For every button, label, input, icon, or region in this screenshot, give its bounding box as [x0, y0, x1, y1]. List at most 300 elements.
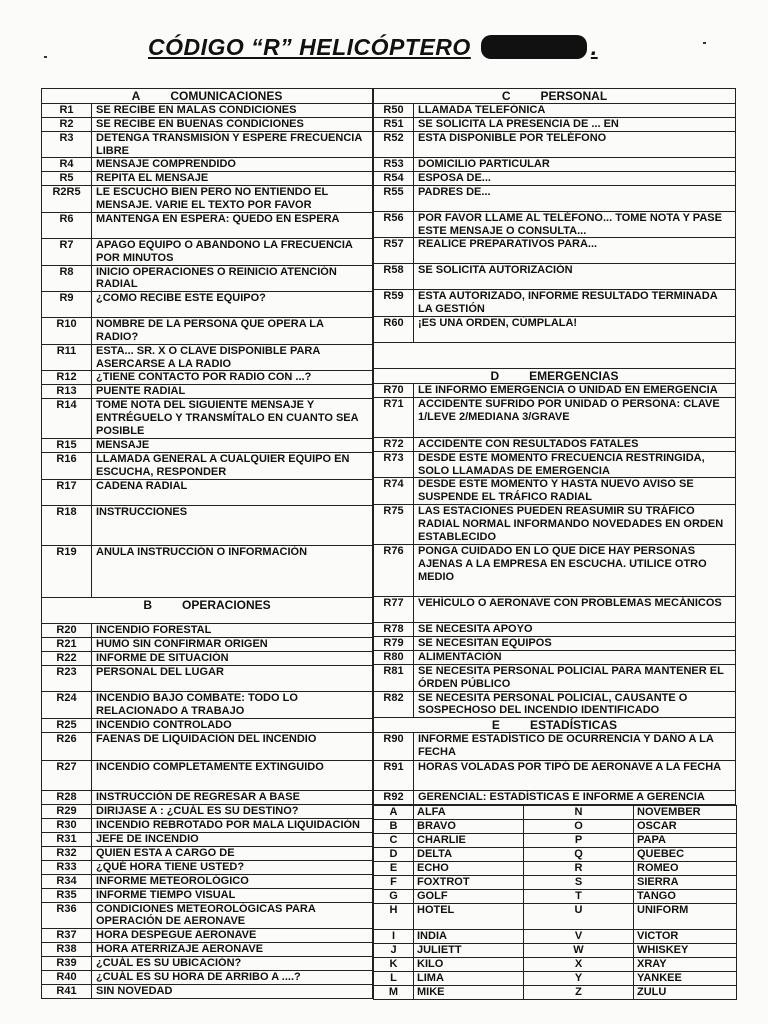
code-row-r2 [42, 117, 373, 131]
code-cell: R4 [42, 158, 92, 172]
meaning-cell: SE NECESITA APOYO [414, 622, 736, 636]
section-header-d [374, 368, 736, 383]
code-row-r4 [42, 158, 373, 172]
alphabet-word: YANKEE [634, 971, 737, 985]
code-row-r16 [42, 453, 373, 480]
alphabet-letter: J [374, 943, 414, 957]
alphabet-letter: C [374, 833, 414, 847]
alphabet-letter: B [374, 819, 414, 833]
section-letter: B [143, 597, 152, 612]
meaning-cell: PERSONAL DEL LUGAR [92, 665, 373, 691]
code-cell: R13 [42, 385, 92, 399]
meaning-cell: ¿TIENE CONTACTO POR RADIO CON ...? [92, 371, 373, 385]
code-cell: R40 [42, 971, 92, 985]
meaning-cell: DOMICILIO PARTICULAR [414, 157, 736, 171]
code-cell: R28 [42, 790, 92, 804]
meaning-cell: INCENDIO BAJO COMBATE: TODO LO RELACIONADO A TRABAJO [92, 691, 373, 718]
meaning-cell: INCENDIO COMPLETAMENTE EXTINGUIDO [92, 760, 373, 790]
code-row-r30 [42, 818, 373, 832]
code-row-r81 [374, 664, 736, 691]
meaning-cell: PUENTE RADIAL [92, 385, 373, 399]
code-row-r10 [42, 318, 373, 345]
meaning-cell: INCENDIO FORESTAL [92, 623, 373, 637]
code-cell: R8 [42, 265, 92, 292]
code-row-r1 [42, 103, 373, 117]
meaning-cell: DESDE ESTE MOMENTO FRECUENCIA RESTRINGIDA, SOLO LLAMADAS DE EMERGENCIA [414, 451, 736, 478]
alphabet-word: FOXTROT [414, 875, 524, 889]
meaning-cell: TOME NOTA DEL SIGUIENTE MENSAJE Y ENTRÉGUELO Y TRANSMÍTALO EN CUANTO SEA POSIBLE [92, 399, 373, 439]
code-row-r14 [42, 399, 373, 439]
code-cell: R52 [374, 131, 414, 157]
section-name: ESTADÍSTICAS [529, 718, 618, 733]
alphabet-row [374, 861, 737, 875]
alphabet-letter: Y [524, 971, 634, 985]
code-row-r32 [42, 846, 373, 860]
code-row-r9 [42, 292, 373, 318]
alphabet-letter: X [524, 957, 634, 971]
code-row-r27 [42, 760, 373, 790]
code-cell: R7 [42, 238, 92, 265]
code-row-r11 [42, 344, 373, 371]
alphabet-word: GOLF [414, 889, 524, 903]
alphabet-word: WHISKEY [634, 943, 737, 957]
alphabet-row [374, 985, 737, 999]
meaning-cell: HORAS VOLADAS POR TIPÓ DE AERONAVE A LA FECHA [414, 760, 736, 790]
code-cell: R74 [374, 478, 414, 505]
meaning-cell: LE INFORMO EMERGENCIA O UNIDAD EN EMERGENCIA [414, 383, 736, 397]
code-row-r19 [42, 545, 373, 597]
alphabet-word: SIERRA [634, 875, 737, 889]
code-cell: R81 [374, 664, 414, 691]
alphabet-letter: Z [524, 985, 634, 999]
code-row-r31 [42, 832, 373, 846]
code-cell: R5 [42, 172, 92, 186]
code-cell: R27 [42, 760, 92, 790]
code-cell: R76 [374, 544, 414, 596]
code-cell: R75 [374, 504, 414, 544]
code-cell: R35 [42, 888, 92, 902]
code-cell: R60 [374, 316, 414, 342]
code-row-r25 [42, 718, 373, 732]
code-row-r90 [374, 732, 736, 760]
code-cell: R34 [42, 874, 92, 888]
code-cell: R58 [374, 264, 414, 290]
code-cell: R26 [42, 732, 92, 760]
alphabet-word: ROMEO [634, 861, 737, 875]
code-row-r28 [42, 790, 373, 804]
section-header-a [42, 89, 373, 104]
code-cell: R92 [374, 790, 414, 804]
code-cell: R41 [42, 985, 92, 999]
section-header-cell [42, 89, 373, 104]
alphabet-letter: I [374, 929, 414, 943]
code-row-r23 [42, 665, 373, 691]
meaning-cell: INSTRUCCIONES [92, 505, 373, 545]
meaning-cell: DETENGA TRANSMISIÓN Y ESPERE FRECUENCIA LIBRE [92, 131, 373, 158]
alphabet-word: LIMA [414, 971, 524, 985]
code-row-r29 [42, 804, 373, 818]
code-row-r91 [374, 760, 736, 790]
meaning-cell: INFORME TIEMPO VISUAL [92, 888, 373, 902]
section-header-b [42, 597, 373, 623]
alphabet-word: KILO [414, 957, 524, 971]
code-cell: R15 [42, 439, 92, 453]
meaning-cell: INSTRUCCIÓN DE REGRESAR A BASE [92, 790, 373, 804]
section-name: OPERACIONES [181, 597, 271, 612]
alphabet-letter: H [374, 903, 414, 929]
alphabet-letter: U [524, 903, 634, 929]
alphabet-letter: F [374, 875, 414, 889]
code-cell: R56 [374, 211, 414, 238]
code-row-r70 [374, 383, 736, 397]
code-cell: R22 [42, 651, 92, 665]
code-cell: R39 [42, 957, 92, 971]
meaning-cell: SE NECESITAN EQUIPOS [414, 636, 736, 650]
meaning-cell: SE RECIBE EN MALAS CONDICIONES [92, 103, 373, 117]
alphabet-letter: A [374, 805, 414, 819]
meaning-cell: FAENAS DE LIQUIDACIÓN DEL INCENDIO [92, 732, 373, 760]
alphabet-letter: T [524, 889, 634, 903]
code-row-r40 [42, 971, 373, 985]
alphabet-word: HOTEL [414, 903, 524, 929]
meaning-cell: JEFE DE INCENDIO [92, 832, 373, 846]
meaning-cell: MENSAJE [92, 439, 373, 453]
code-cell: R82 [374, 691, 414, 718]
code-row-r73 [374, 451, 736, 478]
meaning-cell: SIN NOVEDAD [92, 985, 373, 999]
alphabet-row [374, 805, 737, 819]
alphabet-letter: K [374, 957, 414, 971]
section-header-c [374, 89, 736, 104]
code-cell: R38 [42, 943, 92, 957]
meaning-cell: DESDE ESTE MOMENTO Y HASTA NUEVO AVISO SE SUSPENDE EL TRÁFICO RADIAL [414, 478, 736, 505]
meaning-cell: CADENA RADIAL [92, 479, 373, 505]
alphabet-row [374, 929, 737, 943]
meaning-cell: INICIO OPERACIONES O REINICIO ATENCIÓN RADIAL [92, 265, 373, 292]
code-row-r75 [374, 504, 736, 544]
section-header-cell [374, 89, 736, 104]
code-row-r33 [42, 860, 373, 874]
meaning-cell: POR FAVOR LLAME AL TELÉFONO... TOME NOTA Y PASE ESTE MENSAJE O CONSULTA... [414, 211, 736, 238]
code-cell: R21 [42, 637, 92, 651]
code-cell: R6 [42, 212, 92, 238]
alphabet-letter: R [524, 861, 634, 875]
meaning-cell: ¿COMO RECIBE ESTE EQUIPO? [92, 292, 373, 318]
meaning-cell: PONGA CUIDADO EN LO QUE DICE HAY PERSONAS AJENAS A LA EMPRESA EN ESCUCHA. UTILICE OTRO MEDIO [414, 544, 736, 596]
meaning-cell: LAS ESTACIONES PUEDEN REASUMIR SU TRÁFICO RADIAL NORMAL INFORMANDO NOVEDADES EN ORDEN ESTABLECIDO [414, 504, 736, 544]
code-row-r79 [374, 636, 736, 650]
code-table [41, 88, 373, 999]
code-cell: R2R5 [42, 186, 92, 213]
code-row-r37 [42, 929, 373, 943]
blank-cell [374, 342, 736, 368]
code-cell: R12 [42, 371, 92, 385]
meaning-cell: ACCIDENTE SUFRIDO POR UNIDAD O PERSONA: CLAVE 1/LEVE 2/MEDIANA 3/GRAVE [414, 397, 736, 437]
meaning-cell: REALICE PREPARATIVOS PARA... [414, 238, 736, 264]
code-row-r56 [374, 211, 736, 238]
code-row-r51 [374, 117, 736, 131]
meaning-cell: ESTA DISPONIBLE POR TELÉFONO [414, 131, 736, 157]
meaning-cell: QUIEN ESTA A CARGO DE [92, 846, 373, 860]
meaning-cell: INFORME DE SITUACIÓN [92, 651, 373, 665]
code-row-r41 [42, 985, 373, 999]
section-letter: D [490, 368, 500, 383]
alphabet-letter: Q [524, 847, 634, 861]
right-column [373, 88, 736, 1000]
code-cell: R30 [42, 818, 92, 832]
meaning-cell: MENSAJE COMPRENDIDO [92, 158, 373, 172]
code-row-r22 [42, 651, 373, 665]
code-row-r34 [42, 874, 373, 888]
code-row-r5 [42, 172, 373, 186]
code-row-r12 [42, 371, 373, 385]
meaning-cell: CONDICIONES METEOROLÓGICAS PARA OPERACIÓN DE AERONAVE [92, 902, 373, 929]
code-row-r72 [374, 437, 736, 451]
section-header-cell [42, 597, 373, 623]
code-cell: R80 [374, 650, 414, 664]
alphabet-letter: N [524, 805, 634, 819]
code-cell: R90 [374, 732, 414, 760]
alphabet-letter: M [374, 985, 414, 999]
code-row-r35 [42, 888, 373, 902]
code-row-r20 [42, 623, 373, 637]
code-cell: R59 [374, 290, 414, 317]
meaning-cell: HUMO SIN CONFIRMAR ORIGEN [92, 637, 373, 651]
code-cell: R51 [374, 117, 414, 131]
alphabet-letter: S [524, 875, 634, 889]
code-cell: R36 [42, 902, 92, 929]
code-row-r82 [374, 691, 736, 718]
code-row-r39 [42, 957, 373, 971]
code-cell: R17 [42, 479, 92, 505]
code-cell: R9 [42, 292, 92, 318]
code-row-r58 [374, 264, 736, 290]
alphabet-word: NOVEMBER [634, 805, 737, 819]
code-row-r80 [374, 650, 736, 664]
alphabet-row [374, 819, 737, 833]
title-suffix: . [590, 34, 598, 60]
meaning-cell: ANULA INSTRUCCIÓN O INFORMACIÓN [92, 545, 373, 597]
alphabet-letter: G [374, 889, 414, 903]
alphabet-word: XRAY [634, 957, 737, 971]
alphabet-row [374, 875, 737, 889]
code-cell: R11 [42, 344, 92, 371]
section-header-cell [374, 718, 736, 733]
phonetic-alphabet-table [373, 805, 737, 1000]
code-cell: R19 [42, 545, 92, 597]
code-cell: R31 [42, 832, 92, 846]
blank-row [374, 342, 736, 368]
code-row-r24 [42, 691, 373, 718]
meaning-cell: NOMBRE DE LA PERSONA QUE OPERA LA RADIO? [92, 318, 373, 345]
code-cell: R16 [42, 453, 92, 480]
code-row-r7 [42, 238, 373, 265]
code-row-r17 [42, 479, 373, 505]
alphabet-letter: W [524, 943, 634, 957]
alphabet-letter: E [374, 861, 414, 875]
meaning-cell: SE NECESITA PERSONAL POLICIAL, CAUSANTE O SOSPECHOSO DEL INCENDIO IDENTIFICADO [414, 691, 736, 718]
section-name: PERSONAL [540, 89, 608, 103]
code-cell: R2 [42, 117, 92, 131]
redacted-block [481, 35, 587, 59]
code-cell: R78 [374, 622, 414, 636]
alphabet-word: TANGO [634, 889, 737, 903]
code-cell: R70 [374, 383, 414, 397]
meaning-cell: ¿CUÁL ES SU HORA DE ARRIBO A ....? [92, 971, 373, 985]
alphabet-word: MIKE [414, 985, 524, 999]
code-row-r76 [374, 544, 736, 596]
alphabet-row [374, 903, 737, 929]
meaning-cell: ESPOSA DE... [414, 171, 736, 185]
code-row-r18 [42, 505, 373, 545]
code-table [373, 88, 736, 805]
code-cell: R50 [374, 103, 414, 117]
code-row-r50 [374, 103, 736, 117]
section-letter: E [491, 718, 500, 733]
alphabet-word: UNIFORM [634, 903, 737, 929]
alphabet-row [374, 847, 737, 861]
code-cell: R18 [42, 505, 92, 545]
code-cell: R79 [374, 636, 414, 650]
alphabet-row [374, 971, 737, 985]
meaning-cell: SE RECIBE EN BUENAS CONDICIONES [92, 117, 373, 131]
code-row-r71 [374, 397, 736, 437]
meaning-cell: LLAMADA GENERAL A CUALQUIER EQUIPO EN ESCUCHA, RESPONDER [92, 453, 373, 480]
meaning-cell: SE SOLICITA AUTORIZACIÓN [414, 264, 736, 290]
meaning-cell: SE SOLICITA LA PRESENCIA DE ... EN [414, 117, 736, 131]
code-cell: R57 [374, 238, 414, 264]
meaning-cell: ACCIDENTE CON RESULTADOS FATALES [414, 437, 736, 451]
meaning-cell: PADRES DE... [414, 185, 736, 211]
scan-speck [44, 56, 47, 58]
alphabet-word: CHARLIE [414, 833, 524, 847]
code-cell: R14 [42, 399, 92, 439]
alphabet-word: INDIA [414, 929, 524, 943]
left-column [41, 88, 373, 999]
code-row-r78 [374, 622, 736, 636]
meaning-cell: ALIMENTACIÓN [414, 650, 736, 664]
section-name: EMERGENCIAS [529, 368, 619, 383]
title-text: CÓDIGO “R” HELICÓPTERO [148, 34, 471, 60]
code-row-r8 [42, 265, 373, 292]
code-row-r60 [374, 316, 736, 342]
code-row-r55 [374, 185, 736, 211]
alphabet-word: ALFA [414, 805, 524, 819]
code-cell: R32 [42, 846, 92, 860]
scan-speck [703, 42, 706, 44]
alphabet-row [374, 957, 737, 971]
code-row-r21 [42, 637, 373, 651]
alphabet-word: ZULU [634, 985, 737, 999]
code-row-r77 [374, 596, 736, 622]
alphabet-row [374, 833, 737, 847]
alphabet-row [374, 943, 737, 957]
meaning-cell: ¿CUÁL ES SU UBICACIÓN? [92, 957, 373, 971]
meaning-cell: HORA ATERRIZAJE AERONAVE [92, 943, 373, 957]
code-cell: R71 [374, 397, 414, 437]
meaning-cell: INFORME ESTADÍSTICO DE OCURRENCIA Y DAÑO A LA FECHA [414, 732, 736, 760]
meaning-cell: ESTA... SR. X O CLAVE DISPONIBLE PARA ASERCARSE A LA RADIO [92, 344, 373, 371]
code-row-r92 [374, 790, 736, 804]
meaning-cell: INCENDIO REBROTADO POR MALA LIQUIDACIÓN [92, 818, 373, 832]
code-row-r52 [374, 131, 736, 157]
code-row-r26 [42, 732, 373, 760]
meaning-cell: ESTA AUTORIZADO, INFORME RESULTADO TERMINADA LA GESTIÓN [414, 290, 736, 317]
code-cell: R53 [374, 157, 414, 171]
code-row-r74 [374, 478, 736, 505]
code-cell: R55 [374, 185, 414, 211]
alphabet-word: OSCAR [634, 819, 737, 833]
code-cell: R33 [42, 860, 92, 874]
meaning-cell: INFORME METEOROLÓGICO [92, 874, 373, 888]
document-title [148, 34, 598, 61]
alphabet-row [374, 889, 737, 903]
meaning-cell: APAGO EQUIPO O ABANDONO LA FRECUENCIA POR MINUTOS [92, 238, 373, 265]
alphabet-word: ECHO [414, 861, 524, 875]
meaning-cell: REPITA EL MENSAJE [92, 172, 373, 186]
meaning-cell: LLAMADA TELEFÓNICA [414, 103, 736, 117]
section-header-e [374, 718, 736, 733]
code-cell: R1 [42, 103, 92, 117]
code-cell: R29 [42, 804, 92, 818]
code-row-r53 [374, 157, 736, 171]
code-row-r2r5 [42, 186, 373, 213]
code-row-r36 [42, 902, 373, 929]
code-cell: R72 [374, 437, 414, 451]
alphabet-word: DELTA [414, 847, 524, 861]
code-cell: R73 [374, 451, 414, 478]
code-sheet [41, 88, 736, 998]
code-cell: R3 [42, 131, 92, 158]
meaning-cell: DIRIJASE A : ¿CUÁL ES SU DESTINO? [92, 804, 373, 818]
alphabet-word: PAPA [634, 833, 737, 847]
code-row-r3 [42, 131, 373, 158]
meaning-cell: LE ESCUCHO BIEN PERO NO ENTIENDO EL MENSAJE. VARIE EL TEXTO POR FAVOR [92, 186, 373, 213]
code-cell: R91 [374, 760, 414, 790]
code-cell: R24 [42, 691, 92, 718]
meaning-cell: ¡ES UNA ORDEN, CÚMPLALA! [414, 316, 736, 342]
meaning-cell: ¿QUÉ HORA TIENE USTED? [92, 860, 373, 874]
code-cell: R77 [374, 596, 414, 622]
section-letter: C [501, 89, 511, 103]
code-cell: R20 [42, 623, 92, 637]
code-row-r38 [42, 943, 373, 957]
code-cell: R25 [42, 718, 92, 732]
meaning-cell: MANTENGA EN ESPERA: QUEDO EN ESPERA [92, 212, 373, 238]
meaning-cell: SE NECESITA PERSONAL POLICIAL PARA MANTENER EL ÓRDEN PÚBLICO [414, 664, 736, 691]
alphabet-word: JULIETT [414, 943, 524, 957]
alphabet-word: BRAVO [414, 819, 524, 833]
alphabet-word: QUEBEC [634, 847, 737, 861]
code-row-r6 [42, 212, 373, 238]
alphabet-letter: D [374, 847, 414, 861]
code-row-r54 [374, 171, 736, 185]
meaning-cell: VEHÍCULO O AERONAVE CON PROBLEMAS MECÁNICOS [414, 596, 736, 622]
code-cell: R23 [42, 665, 92, 691]
code-row-r57 [374, 238, 736, 264]
section-letter: A [131, 89, 141, 103]
code-cell: R37 [42, 929, 92, 943]
code-row-r15 [42, 439, 373, 453]
code-row-r13 [42, 385, 373, 399]
alphabet-letter: V [524, 929, 634, 943]
code-row-r59 [374, 290, 736, 317]
meaning-cell: INCENDIO CONTROLADO [92, 718, 373, 732]
alphabet-letter: P [524, 833, 634, 847]
section-header-cell [374, 368, 736, 383]
alphabet-letter: L [374, 971, 414, 985]
meaning-cell: GERENCIAL: ESTADÍSTICAS E INFORME A GERENCIA [414, 790, 736, 804]
